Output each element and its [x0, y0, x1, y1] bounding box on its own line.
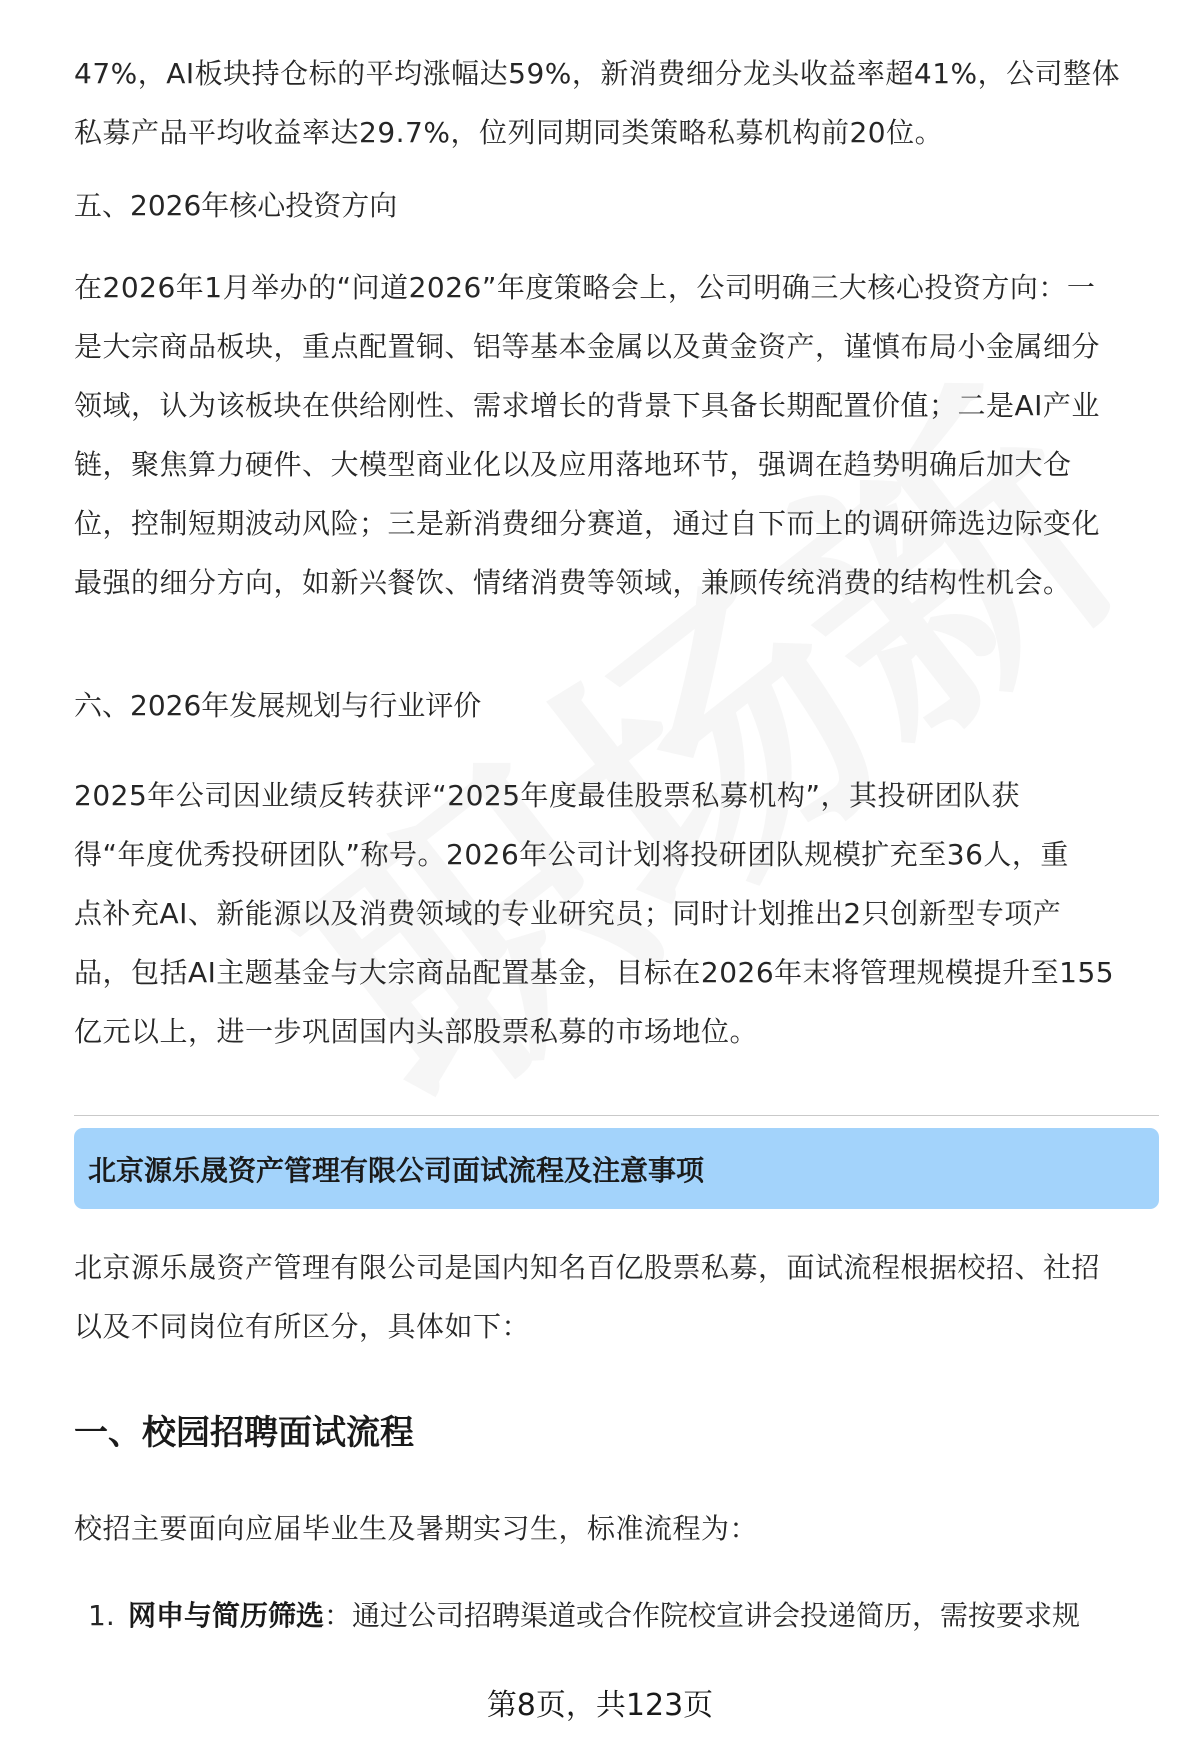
paragraph-campus: 校招主要面向应届毕业生及暑期实习生，标准流程为：	[74, 1512, 759, 1545]
paragraph-intro-tail: 47%，AI板块持仓标的平均涨幅达59%，新消费细分龙头收益率超41%，公司整体 私募产品平均收益率达29.7%，位列同期同类策略私募机构前20位。	[74, 57, 1121, 149]
list-item-title: 网申与简历筛选	[128, 1599, 325, 1632]
list-item-number: 1.	[88, 1599, 115, 1632]
banner-title: 北京源乐晟资产管理有限公司面试流程及注意事项	[88, 1153, 705, 1187]
section-banner	[74, 1128, 1159, 1209]
section-heading-6: 六、2026年发展规划与行业评价	[74, 689, 482, 722]
paragraph-section-6: 2025年公司因业绩反转获评“2025年度最佳股票私募机构”，其投研团队获 得“年度优秀投研团队”称号。2026年公司计划将投研团队规模扩充至36人，重 点补充AI、新能源以及消费领域的专业研究员；同时计划推出2只创新型专项产 品，包括AI主题基金与大宗商品配置基金，目标在2026年末将管理规模提升至155 亿元以上，进一步巩固国内头部股票私募的市场地位。	[74, 779, 1115, 1048]
heading-campus-recruitment: 一、校园招聘面试流程	[74, 1413, 414, 1453]
list-item	[88, 1596, 1159, 1636]
page-number-footer: 第8页，共123页	[486, 1688, 714, 1723]
paragraph-section-5: 在2026年1月举办的“问道2026”年度策略会上，公司明确三大核心投资方向：一 是大宗商品板块，重点配置铜、铝等基本金属以及黄金资产，谨慎布局小金属细分 领域，认为该板块在供给刚性、需求增长的背景下具备长期配置价值；二是AI产业 链，聚焦算力硬件、大模型商业化以及应用落地环节，强调在趋势明确后加大仓 位，控制短期波动风险；三是新消费细分赛道，通过自下而上的调研筛选边际变化 最强的细分方向，如新兴餐饮、情绪消费等领域，兼顾传统消费的结构性机会。	[74, 271, 1101, 599]
list-item-text: ：通过公司招聘渠道或合作院校宣讲会投递简历，需按要求规	[324, 1599, 1081, 1632]
paragraph-interview-intro: 北京源乐晟资产管理有限公司是国内知名百亿股票私募，面试流程根据校招、社招 以及不同岗位有所区分，具体如下：	[74, 1251, 1101, 1343]
divider	[74, 1115, 1159, 1116]
section-heading-5: 五、2026年核心投资方向	[74, 189, 398, 222]
